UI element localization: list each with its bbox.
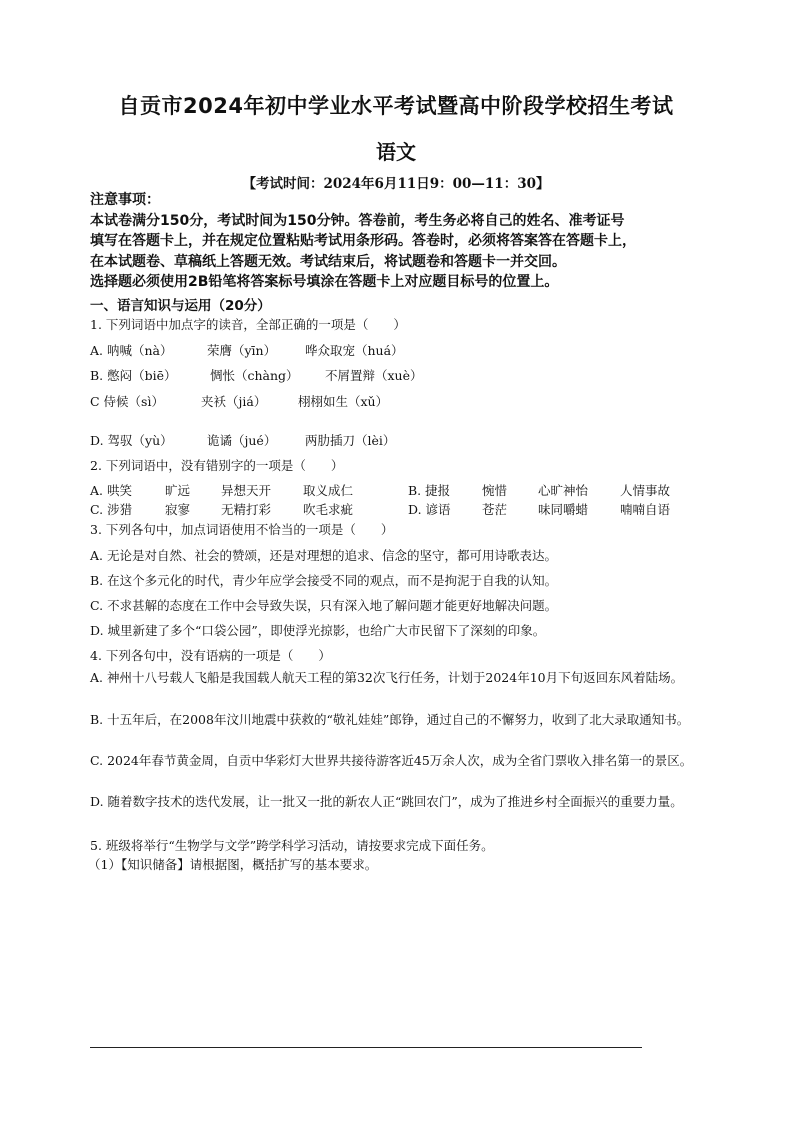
option-word: C 侍候（sì） <box>90 394 164 409</box>
q5-stem: 5. 班级将举行“生物学与文学”跨学科学习活动，请按要求完成下面任务。 <box>90 838 494 853</box>
option-word: 夹袄（jiá） <box>201 394 267 409</box>
notes-block <box>90 190 710 293</box>
q3-option-b: B. 在这个多元化的时代，青少年应学会接受不同的观点，而不是拘泥于自我的认知。 <box>90 573 558 588</box>
q3-stem: 3. 下列各句中，加点词语使用不恰当的一项是（ ） <box>90 522 394 537</box>
option-word: A. 哄笑 <box>90 483 132 498</box>
option-word: 两肋插刀（lèi） <box>305 433 396 448</box>
q4-option-c: C. 2024年春节黄金周，自贡中华彩灯大世界共接待游客近45万余人次，成为全省门票收入排名第一的景区。 <box>90 753 693 768</box>
option-word: 荣膺（yīn） <box>207 343 277 358</box>
option-word: D. 谚语 <box>408 502 451 517</box>
option-word: 哗众取宠（huá） <box>305 343 404 358</box>
q5-sub1: （1）【知识储备】请根据图，概括扩写的基本要求。 <box>88 857 378 872</box>
option-word: 旷远 <box>165 483 191 498</box>
q3-option-c: C. 不求甚解的态度在工作中会导致失误，只有深入地了解问题才能更好地解决问题。 <box>90 598 558 613</box>
notes-line: 本试卷满分150分，考试时间为150分钟。答卷前，考生务必将自己的姓名、准考证号 <box>90 212 625 229</box>
option-word: 苍茫 <box>482 502 508 517</box>
notes-line: 选择题必须使用2B铅笔将答案标号填涂在答题卡上对应题目标号的位置上。 <box>90 274 559 290</box>
option-word: 寂寥 <box>165 502 191 517</box>
option-word: 异想天开 <box>221 483 272 498</box>
option-word: 无精打彩 <box>221 502 272 517</box>
exam-time: 【考试时间：2024年6月11日9：00—11：30】 <box>242 176 550 192</box>
q3-option-d: D. 城里新建了多个“口袋公园”，即使浮光掠影，也给广大市民留下了深刻的印象。 <box>90 623 546 638</box>
option-word: B. 憋闷（biē） <box>90 368 177 383</box>
answer-line <box>90 1047 642 1048</box>
option-word: 味同嚼蜡 <box>538 502 589 517</box>
option-word: A. 呐喊（nà） <box>90 343 173 358</box>
option-word: 不屑置辩（xuè） <box>325 368 423 383</box>
option-word: 心旷神怡 <box>538 483 589 498</box>
q3-option-a: A. 无论是对自然、社会的赞颂，还是对理想的追求、信念的坚守，都可用诗歌表达。 <box>90 548 557 563</box>
option-word: B. 捷报 <box>408 483 451 498</box>
notes-line: 在本试题卷、草稿纸上答题无效。考试结束后，将试题卷和答题卡一并交回。 <box>90 253 566 270</box>
option-word: 吹毛求疵 <box>303 502 354 517</box>
option-word: 诡谲（jué） <box>207 433 277 448</box>
option-word: 惆怅（chàng） <box>210 368 299 383</box>
q2-stem: 2. 下列词语中，没有错别字的一项是（ ） <box>90 458 344 473</box>
notes-line: 填写在答题卡上，并在规定位置粘贴考试用条形码。答卷时，必须将答案答在答题卡上， <box>90 233 636 249</box>
q4-option-a: A. 神州十八号载人飞船是我国载人航天工程的第32次飞行任务，计划于2024年10月下旬返回东风着陆场。 <box>90 670 684 685</box>
option-word: 栩栩如生（xǔ） <box>298 394 389 409</box>
section-heading: 一、语言知识与运用（20分） <box>90 298 271 314</box>
q4-stem: 4. 下列各句中，没有语病的一项是（ ） <box>90 648 331 663</box>
exam-title: 自贡市2024年初中学业水平考试暨高中阶段学校招生考试 <box>118 94 674 118</box>
option-word: 人情事故 <box>620 483 671 498</box>
option-word: 喃喃自语 <box>620 502 671 517</box>
option-word: C. 涉猎 <box>90 502 133 517</box>
q4-option-b: B. 十五年后，在2008年汶川地震中获救的“敬礼娃娃”郎铮，通过自己的不懈努力，收到了北大录取通知书。 <box>90 712 690 727</box>
option-word: 惋惜 <box>482 483 508 498</box>
q4-option-d: D. 随着数字技术的迭代发展，让一批又一批的新农人正“跳回农门”，成为了推进乡村全面振兴的重要力量。 <box>90 794 683 809</box>
option-word: 取义成仁 <box>303 483 354 498</box>
option-word: D. 驾驭（yù） <box>90 433 173 448</box>
subject-title: 语文 <box>376 140 416 164</box>
q1-stem: 1. 下列词语中加点字的读音，全部正确的一项是（ ） <box>90 317 406 332</box>
notes-heading: 注意事项： <box>90 192 160 208</box>
